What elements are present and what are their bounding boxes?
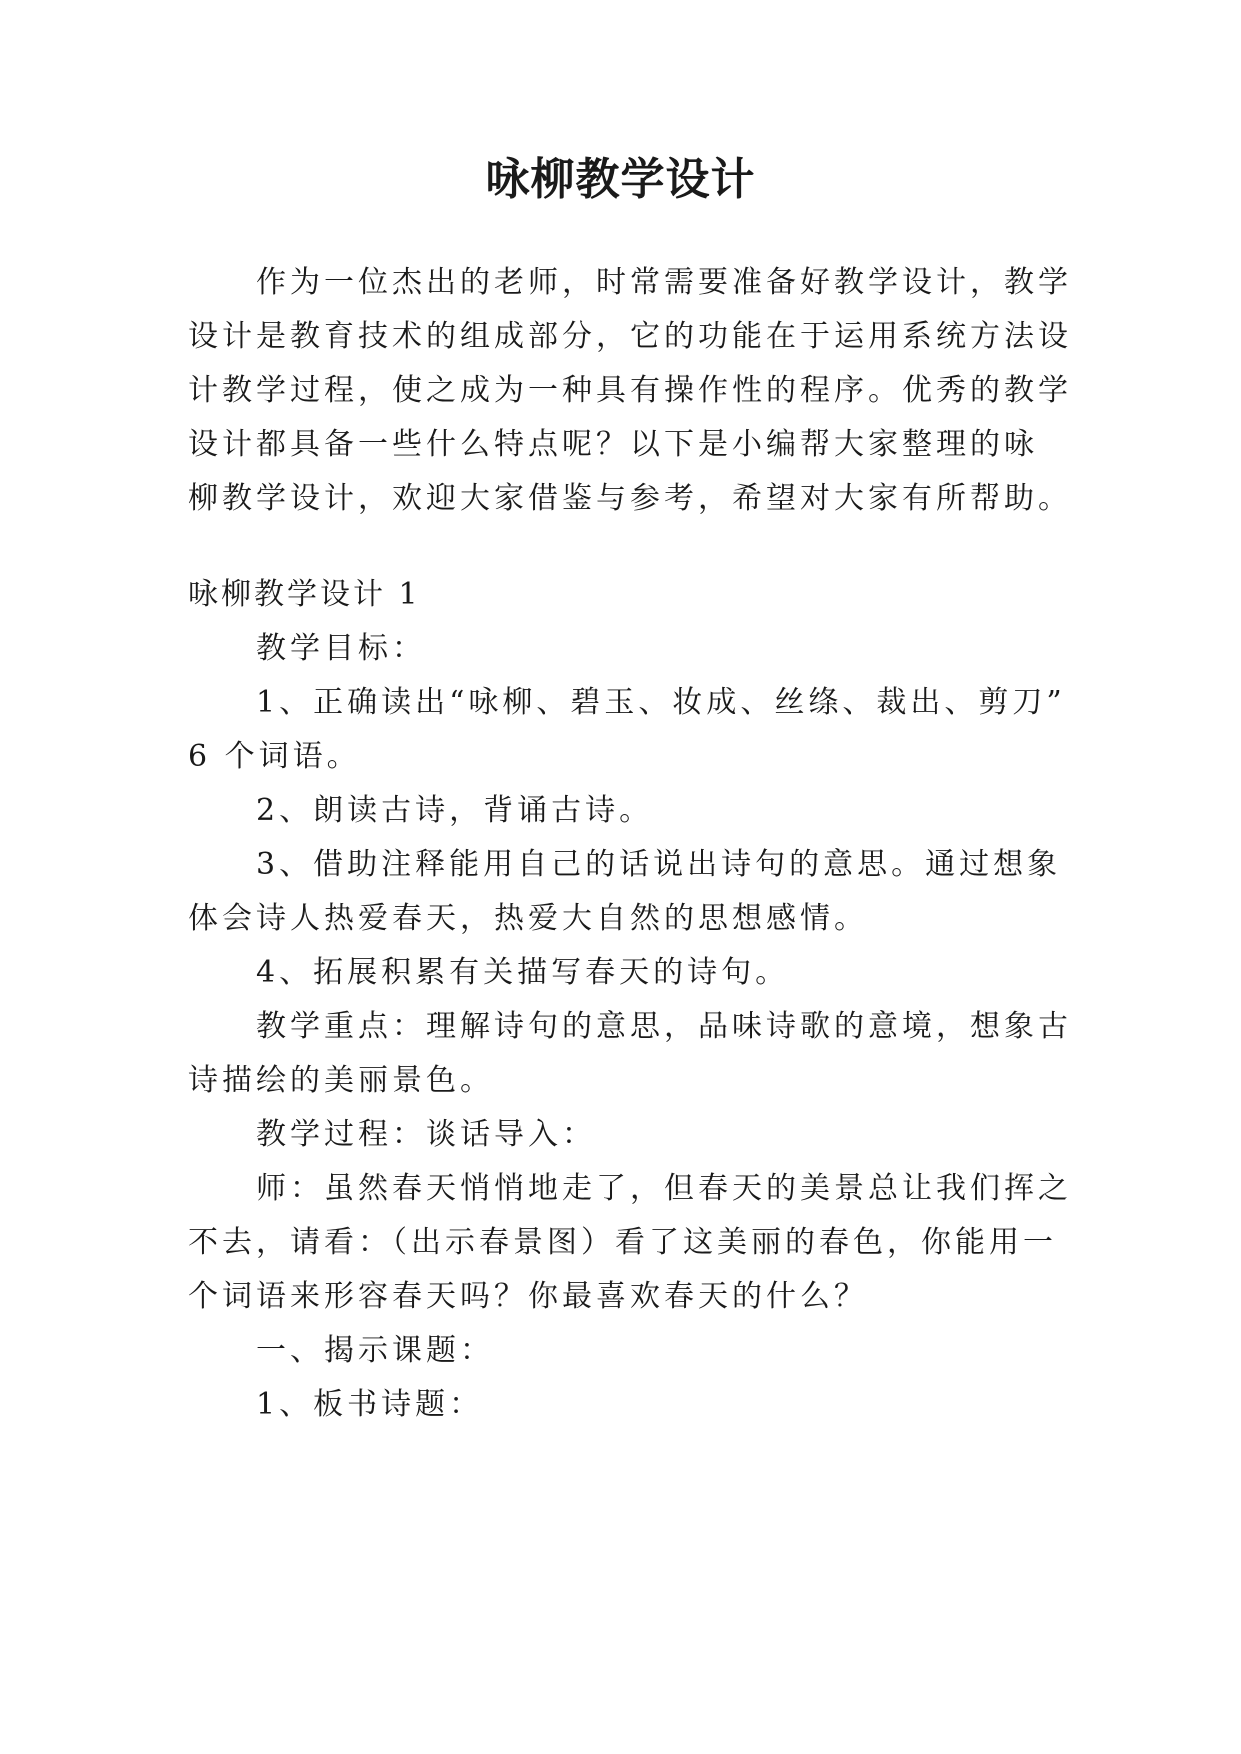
body-line-10: 教学过程：谈话导入： <box>256 1117 596 1152</box>
body-line-1: 教学目标： <box>256 631 426 666</box>
body-line-6: 体会诗人热爱春天，热爱大自然的思想感情。 <box>188 901 868 936</box>
body-line-2: 1、正确读出“咏柳、碧玉、妆成、丝绦、裁出、剪刀” <box>256 685 1066 720</box>
body-line-14: 一、揭示课题： <box>256 1333 494 1368</box>
document-title: 咏柳教学设计 <box>485 154 756 205</box>
body-line-9: 诗描绘的美丽景色。 <box>188 1063 494 1098</box>
body-line-7: 4、拓展积累有关描写春天的诗句。 <box>256 955 790 990</box>
intro-line-1: 作为一位杰出的老师，时常需要准备好教学设计，教学 <box>256 265 1072 300</box>
body-line-8: 教学重点：理解诗句的意思，品味诗歌的意境，想象古 <box>256 1009 1072 1044</box>
body-line-5: 3、借助注释能用自己的话说出诗句的意思。通过想象 <box>256 847 1062 882</box>
intro-line-5: 柳教学设计，欢迎大家借鉴与参考，希望对大家有所帮助。 <box>188 481 1072 516</box>
body-line-11: 师：虽然春天悄悄地走了，但春天的美景总让我们挥之 <box>256 1171 1072 1206</box>
body-line-3: 6 个词语。 <box>188 739 361 774</box>
body-line-4: 2、朗读古诗，背诵古诗。 <box>256 793 654 828</box>
intro-line-2: 设计是教育技术的组成部分，它的功能在于运用系统方法设 <box>188 319 1072 354</box>
intro-line-4: 设计都具备一些什么特点呢？以下是小编帮大家整理的咏 <box>188 427 1038 462</box>
body-line-12: 不去，请看：（出示春景图）看了这美丽的春色，你能用一 <box>188 1225 1057 1260</box>
body-line-15: 1、板书诗题： <box>256 1387 484 1422</box>
intro-line-3: 计教学过程，使之成为一种具有操作性的程序。优秀的教学 <box>188 373 1072 408</box>
body-line-13: 个词语来形容春天吗？你最喜欢春天的什么？ <box>188 1279 868 1314</box>
section-heading: 咏柳教学设计 1 <box>188 577 421 612</box>
